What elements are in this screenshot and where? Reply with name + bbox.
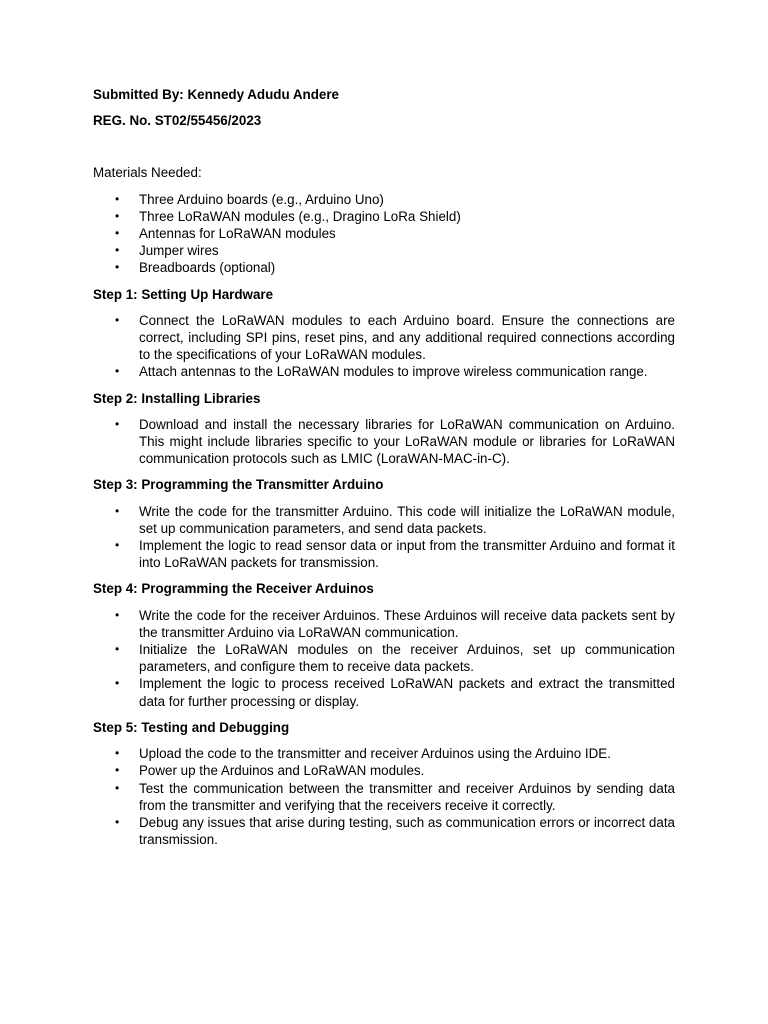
- list-item: [93, 814, 675, 848]
- list-item-text: Implement the logic to process received LoRaWAN packets and extract the transmitted data for further processing or display.: [139, 676, 675, 709]
- materials-list: [93, 191, 675, 277]
- step-3-list: [93, 503, 675, 572]
- list-item-text: Debug any issues that arise during testing, such as communication errors or incorrect data transmission.: [139, 814, 675, 848]
- list-item: [93, 242, 675, 259]
- step-5-list: [93, 745, 675, 848]
- list-item-text: Connect the LoRaWAN modules to each Arduino board. Ensure the connections are correct, including SPI pins, reset pins, and any additional required connections according to the specifications of your LoRaWAN modules.: [139, 312, 675, 363]
- list-item: [93, 607, 675, 641]
- list-item-text: Test the communication between the transmitter and receiver Arduinos by sending data from the transmitter and verifying that the receivers receive it correctly.: [139, 780, 675, 813]
- step-1-heading: Step 1: Setting Up Hardware: [93, 286, 274, 302]
- list-item: [93, 416, 675, 468]
- list-item-text: Implement the logic to read sensor data or input from the transmitter Arduino and format it into LoRaWAN packets for transmission.: [139, 538, 675, 571]
- bullet-icon: •: [115, 226, 120, 241]
- list-item-text: Three Arduino boards (e.g., Arduino Uno): [139, 191, 384, 207]
- list-item-text: Write the code for the transmitter Arduino. This code will initialize the LoRaWAN module, set up communication parameters, and send data packets.: [139, 503, 675, 536]
- bullet-icon: •: [115, 538, 120, 553]
- bullet-icon: •: [115, 260, 120, 275]
- list-item-text: Upload the code to the transmitter and receiver Arduinos using the Arduino IDE.: [139, 746, 611, 762]
- bullet-icon: •: [115, 364, 120, 379]
- bullet-icon: •: [115, 642, 120, 657]
- list-item: [93, 503, 675, 537]
- list-item: [93, 675, 675, 709]
- submitted-by: Submitted By: Kennedy Adudu Andere: [93, 87, 339, 102]
- bullet-icon: •: [115, 676, 120, 691]
- step-2-list: [93, 416, 675, 468]
- step-5-heading: Step 5: Testing and Debugging: [93, 719, 290, 735]
- bullet-icon: •: [115, 416, 120, 431]
- step-1-list: [93, 312, 675, 381]
- list-item: [93, 780, 675, 814]
- list-item-text: Power up the Arduinos and LoRaWAN modules.: [139, 763, 425, 779]
- registration-number: REG. No. ST02/55456/2023: [93, 113, 262, 129]
- bullet-icon: •: [115, 780, 120, 795]
- step-3-heading: Step 3: Programming the Transmitter Arduino: [93, 477, 384, 493]
- bullet-icon: •: [115, 607, 120, 622]
- list-item-text: Three LoRaWAN modules (e.g., Dragino LoRa Shield): [139, 208, 461, 224]
- list-item-text: Initialize the LoRaWAN modules on the receiver Arduinos, set up communication parameters, and configure them to receive data packets.: [139, 642, 675, 675]
- bullet-icon: •: [115, 503, 120, 518]
- list-item: [93, 208, 675, 225]
- list-item-text: Attach antennas to the LoRaWAN modules to improve wireless communication range.: [139, 364, 648, 380]
- list-item: [93, 745, 675, 762]
- bullet-icon: •: [115, 814, 120, 829]
- document-page: [93, 86, 675, 848]
- bullet-icon: •: [115, 191, 120, 206]
- bullet-icon: •: [115, 746, 120, 761]
- list-item-text: Antennas for LoRaWAN modules: [139, 226, 336, 242]
- list-item: [93, 537, 675, 571]
- list-item: [93, 312, 675, 364]
- list-item-text: Download and install the necessary libraries for LoRaWAN communication on Arduino. This might include libraries specific to your LoRaWAN module or libraries for LoRaWAN communication protocols such as LMIC (LoraWAN-MAC-in-C).: [139, 416, 675, 467]
- list-item: [93, 641, 675, 675]
- step-4-heading: Step 4: Programming the Receiver Arduinos: [93, 581, 374, 597]
- step-4-list: [93, 607, 675, 710]
- bullet-icon: •: [115, 208, 120, 223]
- list-item-text: Write the code for the receiver Arduinos. These Arduinos will receive data packets sent by the transmitter Arduino via LoRaWAN communication.: [139, 607, 675, 640]
- list-item: [93, 363, 675, 380]
- list-item: [93, 191, 675, 208]
- list-item: [93, 259, 675, 276]
- materials-heading: Materials Needed:: [93, 165, 202, 181]
- step-2-heading: Step 2: Installing Libraries: [93, 390, 261, 406]
- bullet-icon: •: [115, 243, 120, 258]
- list-item-text: Jumper wires: [139, 243, 219, 259]
- bullet-icon: •: [115, 763, 120, 778]
- bullet-icon: •: [115, 312, 120, 327]
- list-item-text: Breadboards (optional): [139, 260, 276, 276]
- list-item: [93, 762, 675, 779]
- list-item: [93, 225, 675, 242]
